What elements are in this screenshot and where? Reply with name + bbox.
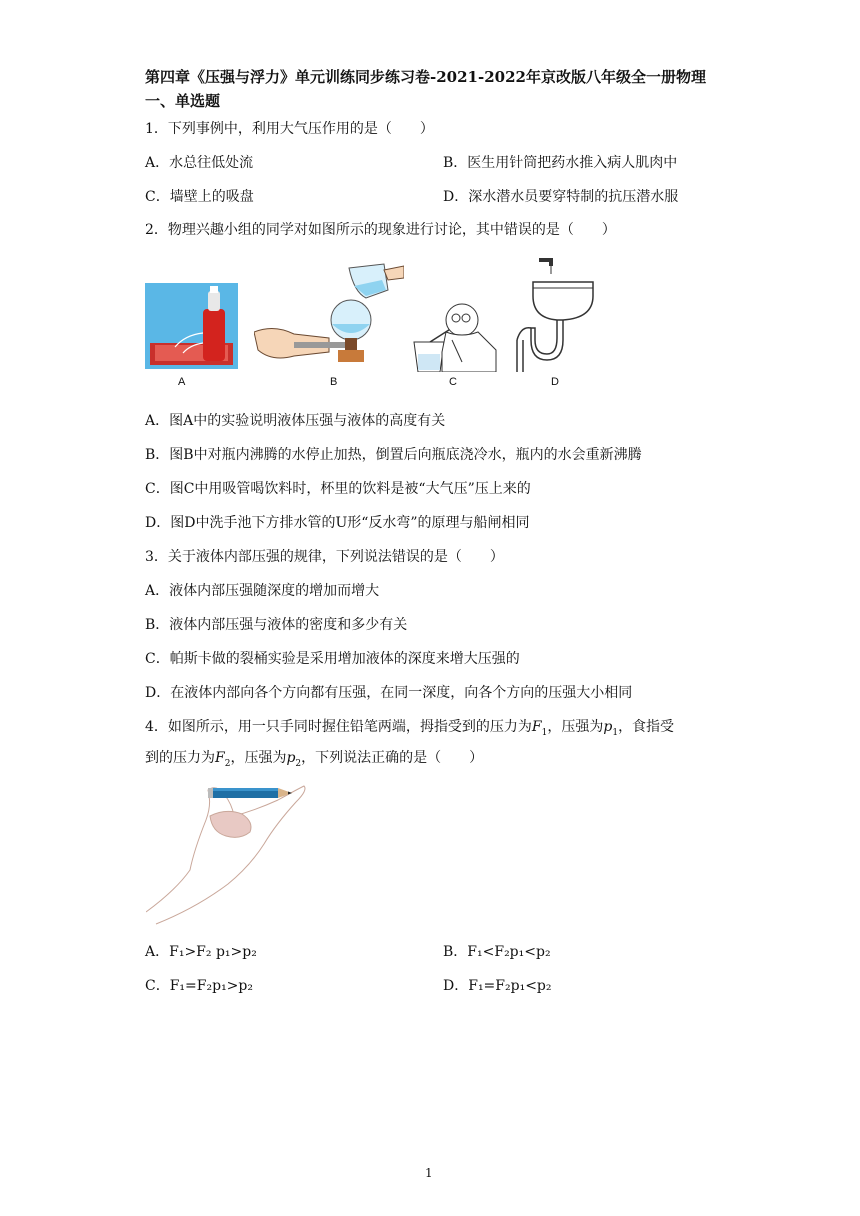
figure-c-straw-image — [412, 292, 502, 372]
q3-option-d: D．在液体内部向各个方向都有压强，在同一深度，向各个方向的压强大小相同 — [145, 685, 633, 701]
q3-option-a: A．液体内部压强随深度的增加而增大 — [145, 583, 380, 599]
q1-option-c: C．墙壁上的吸盘 — [145, 189, 254, 205]
figure-d-label: D — [551, 376, 559, 388]
figure-b-flask-image — [254, 262, 404, 372]
q4-option-d: D．F₁=F₂p₁<p₂ — [443, 978, 552, 994]
q4-option-a: A．F₁>F₂ p₁>p₂ — [145, 944, 257, 960]
section-heading: 一、单选题 — [145, 92, 221, 110]
figure-a-bottle-image — [145, 283, 238, 369]
q3-stem: 3．关于液体内部压强的规律，下列说法错误的是（ ） — [145, 549, 504, 565]
figure-a-label: A — [178, 376, 186, 388]
page-number: 1 — [425, 1166, 433, 1180]
q4-stem-line2: 到的压力为$F_2$，压强为$p_2$，下列说法正确的是（ ） — [145, 750, 484, 769]
q1-option-b: B．医生用针筒把药水推入病人肌肉中 — [443, 155, 678, 171]
document-title: 第四章《压强与浮力》单元训练同步练习卷-2021-2022年京改版八年级全一册物理 — [145, 68, 706, 86]
q4-option-c: C．F₁=F₂p₁>p₂ — [145, 978, 253, 994]
q3-option-c: C．帕斯卡做的裂桶实验是采用增加液体的深度来增大压强的 — [145, 651, 520, 667]
figure-c-label: C — [449, 376, 457, 388]
q4-stem-line1: 4．如图所示，用一只手同时握住铅笔两端，拇指受到的压力为$F_1$，压强为$p_1$，食指受 — [145, 719, 675, 738]
figure-d-sink-image — [513, 256, 595, 372]
q2-option-b: B．图B中对瓶内沸腾的水停止加热，倒置后向瓶底浇冷水，瓶内的水会重新沸腾 — [145, 447, 642, 463]
q2-option-a: A．图A中的实验说明液体压强与液体的高度有关 — [145, 413, 446, 429]
q2-option-d: D．图D中洗手池下方排水管的U形“反水弯”的原理与船闸相同 — [145, 515, 530, 531]
q2-stem: 2．物理兴趣小组的同学对如图所示的现象进行讨论，其中错误的是（ ） — [145, 222, 616, 238]
figure-b-label: B — [330, 376, 338, 388]
q1-option-a: A．水总往低处流 — [145, 155, 254, 171]
q2-option-c: C．图C中用吸管喝饮料时，杯里的饮料是被“大气压”压上来的 — [145, 481, 531, 497]
q1-option-d: D．深水潜水员要穿特制的抗压潜水服 — [443, 189, 679, 205]
q3-option-b: B．液体内部压强与液体的密度和多少有关 — [145, 617, 408, 633]
q4-option-b: B．F₁<F₂p₁<p₂ — [443, 944, 551, 960]
hand-pencil-image — [146, 780, 311, 926]
q1-stem: 1．下列事例中，利用大气压作用的是（ ） — [145, 121, 434, 137]
